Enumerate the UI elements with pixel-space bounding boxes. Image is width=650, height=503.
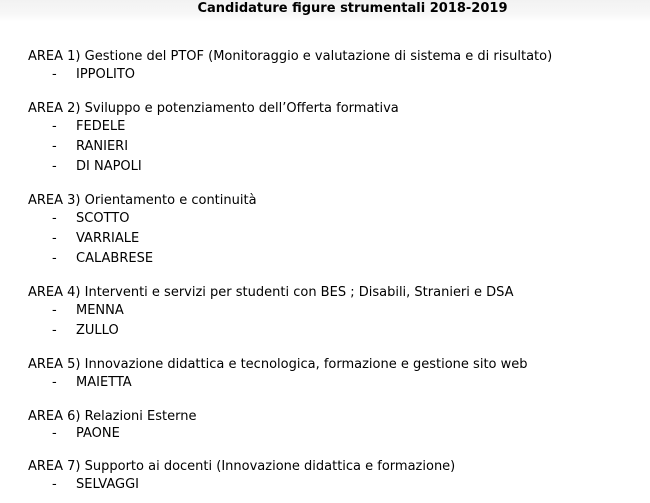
area-section-6 <box>28 408 197 441</box>
area-section-3 <box>28 192 257 266</box>
area-heading: AREA 3) Orientamento e continuità <box>28 193 257 208</box>
area-heading: AREA 7) Supporto ai docenti (Innovazione didattica e formazione) <box>28 459 456 474</box>
bullet-dash: - <box>52 426 57 441</box>
member-name: ZULLO <box>76 323 119 338</box>
member-name: SELVAGGI <box>76 477 139 492</box>
member-name: CALABRESE <box>76 251 154 266</box>
member-name: IPPOLITO <box>76 67 135 82</box>
area-heading: AREA 5) Innovazione didattica e tecnologica, formazione e gestione sito web <box>28 357 528 372</box>
bullet-dash: - <box>52 251 57 266</box>
member-name: RANIERI <box>76 139 129 154</box>
bullet-dash: - <box>52 211 57 226</box>
bullet-dash: - <box>52 159 57 174</box>
member-name: MENNA <box>76 303 124 318</box>
area-section-1 <box>28 48 553 82</box>
member-name: SCOTTO <box>76 211 130 226</box>
member-name: FEDELE <box>76 119 126 134</box>
area-heading: AREA 1) Gestione del PTOF (Monitoraggio e valutazione di sistema e di risultato) <box>28 49 553 64</box>
area-section-4 <box>28 284 514 338</box>
bullet-dash: - <box>52 139 57 154</box>
member-name: PAONE <box>76 426 120 441</box>
member-name: MAIETTA <box>76 375 132 390</box>
bullet-dash: - <box>52 119 57 134</box>
area-section-7 <box>28 458 456 492</box>
area-heading: AREA 6) Relazioni Esterne <box>28 409 197 424</box>
bullet-dash: - <box>52 375 57 390</box>
area-heading: AREA 2) Sviluppo e potenziamento dell’Offerta formativa <box>28 101 399 116</box>
bullet-dash: - <box>52 477 57 492</box>
area-heading: AREA 4) Interventi e servizi per studenti con BES ; Disabili, Stranieri e DSA <box>28 285 514 300</box>
bullet-dash: - <box>52 303 57 318</box>
member-name: DI NAPOLI <box>76 159 142 174</box>
area-section-2 <box>28 100 399 174</box>
page-title: Candidature figure strumentali 2018-2019 <box>197 1 508 16</box>
bullet-dash: - <box>52 231 57 246</box>
bullet-dash: - <box>52 323 57 338</box>
bullet-dash: - <box>52 67 57 82</box>
member-name: VARRIALE <box>76 231 140 246</box>
area-section-5 <box>28 356 528 390</box>
